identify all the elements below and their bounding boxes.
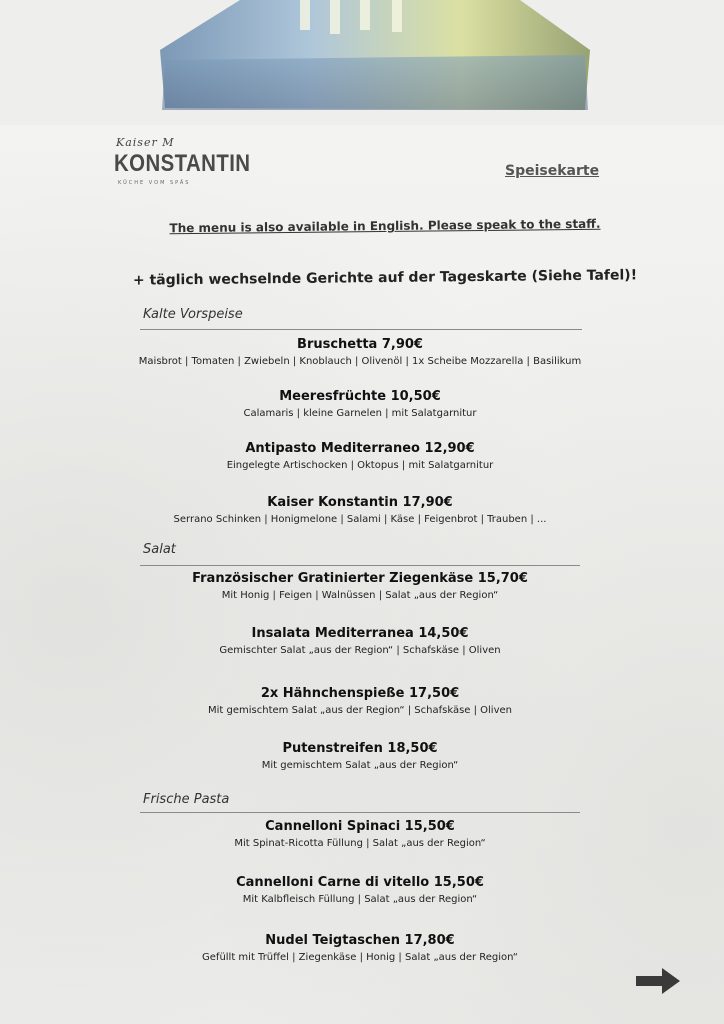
dish-name: Cannelloni Carne di vitello 15,50€: [236, 875, 484, 890]
dish-haehnchenspiesse: [100, 685, 620, 719]
section-label-frische-pasta: Frische Pasta: [143, 792, 230, 807]
arrow-right-icon[interactable]: [634, 966, 682, 996]
logo-script: Kaiser M: [116, 136, 175, 149]
section-label-salat: Salat: [143, 542, 176, 557]
section-divider: [140, 812, 580, 813]
dish-name: Französischer Gratinierter Ziegenkäse 15,70€: [192, 571, 528, 586]
restaurant-logo: [114, 136, 254, 192]
dish-name: Nudel Teigtaschen 17,80€: [265, 933, 455, 948]
section-label-kalte-vorspeise: Kalte Vorspeise: [143, 307, 243, 322]
dish-description: Mit Honig | Feigen | Walnüssen | Salat „aus der Region“: [221, 590, 499, 601]
dish-name: Meeresfrüchte 10,50€: [279, 389, 441, 404]
dish-insalata-mediterranea: [100, 625, 620, 659]
logo-subtitle: KÜCHE VOM SPÄS: [118, 180, 191, 186]
dish-nudel-teigtaschen: [100, 932, 620, 966]
dish-antipasto: [100, 440, 620, 474]
menu-title: Speisekarte: [505, 163, 600, 179]
dish-ziegenkaese: [100, 570, 620, 604]
dish-name: Bruschetta 7,90€: [297, 337, 423, 352]
dish-bruschetta: [100, 336, 620, 370]
dish-description: Calamaris | kleine Garnelen | mit Salatgarnitur: [243, 408, 477, 419]
daily-specials-note: + täglich wechselnde Gerichte auf der Tageskarte (Siehe Tafel)!: [132, 267, 638, 289]
dish-description: Gemischter Salat „aus der Region“ | Schafskäse | Oliven: [219, 645, 501, 656]
logo-name: KONSTANTIN: [114, 150, 251, 177]
dish-putenstreifen: [100, 740, 620, 774]
dish-description: Serrano Schinken | Honigmelone | Salami | Käse | Feigenbrot | Trauben | ...: [173, 514, 547, 525]
dish-meeresfruechte: [100, 388, 620, 422]
dish-description: Mit gemischtem Salat „aus der Region“: [261, 760, 459, 771]
dish-description: Gefüllt mit Trüffel | Ziegenkäse | Honig | Salat „aus der Region“: [202, 952, 518, 963]
dish-kaiser-konstantin: [100, 494, 620, 528]
dish-name: Kaiser Konstantin 17,90€: [267, 495, 453, 510]
dish-description: Mit gemischtem Salat „aus der Region“ | Schafskäse | Oliven: [208, 705, 512, 716]
dish-name: Insalata Mediterranea 14,50€: [251, 626, 469, 641]
english-note: The menu is also available in English. Please speak to the staff.: [169, 216, 601, 236]
dish-name: Cannelloni Spinaci 15,50€: [265, 819, 455, 834]
dish-cannelloni-carne: [100, 874, 620, 908]
dish-cannelloni-spinaci: [100, 818, 620, 852]
section-divider: [140, 565, 580, 566]
dish-name: Antipasto Mediterraneo 12,90€: [245, 441, 475, 456]
lamp-photo: [0, 0, 724, 125]
dish-description: Mit Kalbfleisch Füllung | Salat „aus der Region“: [242, 894, 478, 905]
dish-description: Maisbrot | Tomaten | Zwiebeln | Knoblauch | Olivenöl | 1x Scheibe Mozzarella | Basilikum: [138, 356, 582, 367]
dish-name: Putenstreifen 18,50€: [282, 741, 438, 756]
dish-description: Mit Spinat-Ricotta Füllung | Salat „aus der Region“: [234, 838, 486, 849]
dish-description: Eingelegte Artischocken | Oktopus | mit Salatgarnitur: [226, 460, 494, 471]
section-divider: [140, 329, 582, 330]
dish-name: 2x Hähnchenspieße 17,50€: [260, 686, 460, 701]
